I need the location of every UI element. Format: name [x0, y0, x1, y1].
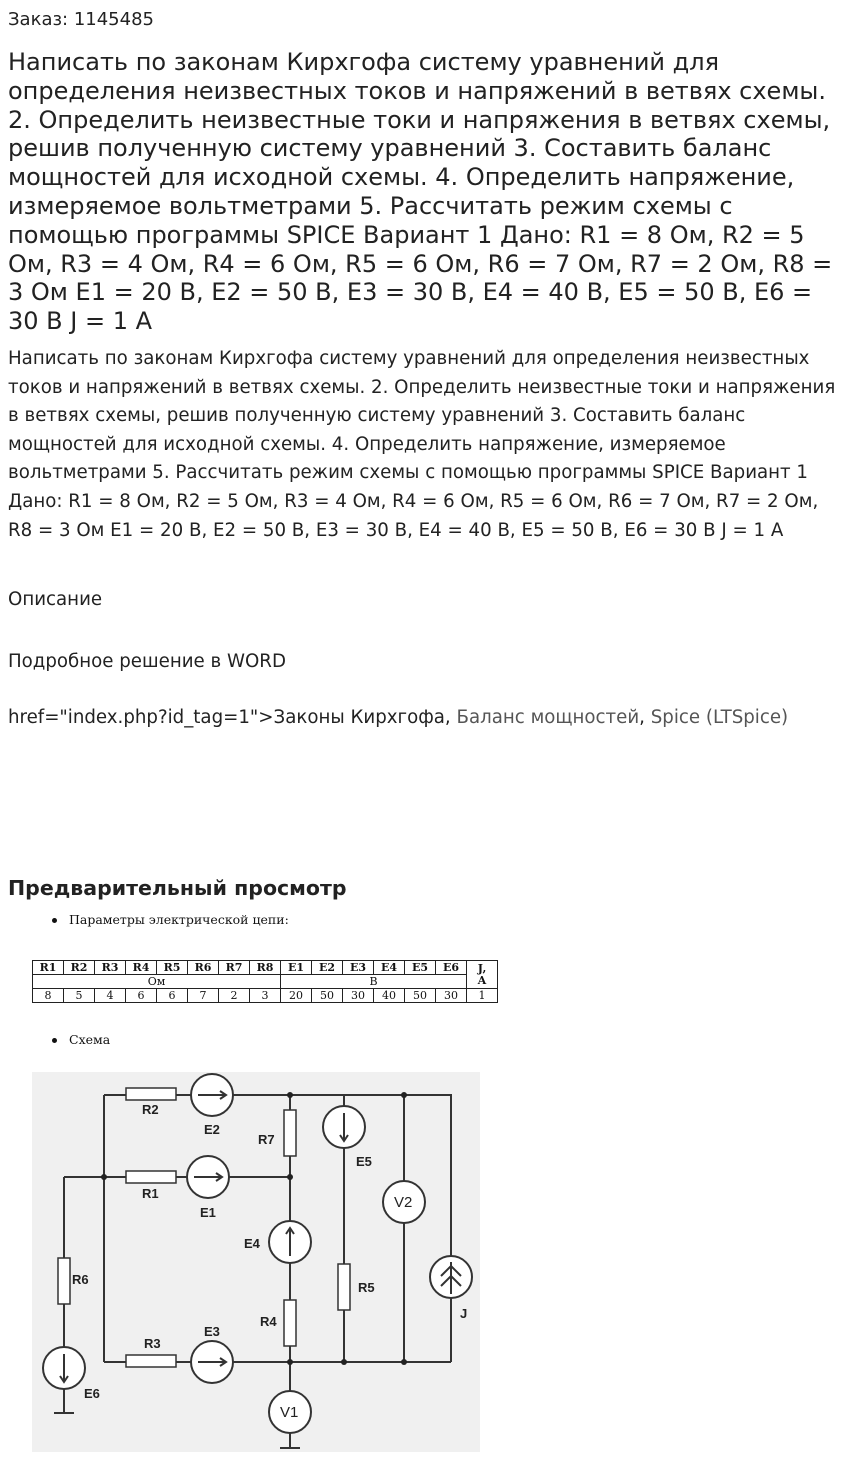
label-r2: R2	[142, 1102, 159, 1117]
label-e1: E1	[200, 1205, 216, 1220]
table-header-cell: E5	[405, 961, 436, 975]
table-cell: 1	[467, 989, 498, 1003]
table-cell: 5	[64, 989, 95, 1003]
tag-separator: ,	[639, 707, 651, 728]
tag-list	[8, 707, 788, 728]
table-cell: 30	[436, 989, 467, 1003]
table-header-cell: E3	[343, 961, 374, 975]
circuit-schematic	[32, 1072, 480, 1452]
label-r4: R4	[260, 1314, 277, 1329]
table-header-cell: R6	[188, 961, 219, 975]
unit-volt: В	[281, 975, 467, 989]
bullet-icon	[52, 1038, 57, 1043]
label-e6: E6	[84, 1386, 100, 1401]
resistor-r3	[126, 1355, 176, 1367]
table-header-cell: E2	[312, 961, 343, 975]
table-cell: 7	[188, 989, 219, 1003]
table-header-cell: R5	[157, 961, 188, 975]
preview-title: Предварительный просмотр	[8, 876, 347, 900]
resistor-r2	[126, 1088, 176, 1100]
resistor-r1	[126, 1171, 176, 1183]
table-units-row	[33, 975, 498, 989]
params-label: Параметры электрической цепи:	[69, 912, 289, 927]
table-header-cell: R3	[95, 961, 126, 975]
table-cell: 4	[95, 989, 126, 1003]
table-cell: 8	[33, 989, 64, 1003]
description-label: Описание	[8, 589, 103, 610]
label-r3: R3	[144, 1336, 161, 1351]
tag-kirchhoff[interactable]: href="index.php?id_tag=1">Законы Кирхгофа	[8, 707, 445, 728]
schema-label: Схема	[69, 1032, 111, 1047]
table-cell: 3	[250, 989, 281, 1003]
resistor-r6	[58, 1258, 70, 1304]
unit-amp: А	[477, 973, 487, 987]
label-r1: R1	[142, 1186, 159, 1201]
task-description: Написать по законам Кирхгофа систему уравнений для определения неизвестных токов и напряжений в ветвях схемы. 2. Определить неизвестные токи и напряжения в ветвях схемы, решив полученную систему уравнений 3. Составить баланс мощностей для исходной схемы. 4. Определить напряжение, измеряемое вольтметрами 5. Рассчитать режим схемы с помощью программы SPICE Вариант 1 Дано: R1 = 8 Ом, R2 = 5 Ом, R3 = 4 Ом, R4 = 6 Ом, R5 = 6 Ом, R6 = 7 Ом, R7 = 2 Ом, R8 = 3 Ом E1 = 20 В, E2 = 50 В, E3 = 30 В, E4 = 40 В, E5 = 50 В, E6 = 30 В J = 1 А	[8, 348, 836, 541]
table-header-cell: R4	[126, 961, 157, 975]
tag-separator: ,	[444, 707, 457, 728]
table-header-cell: R8	[250, 961, 281, 975]
resistor-r7	[284, 1110, 296, 1156]
table-header-cell: E1	[281, 961, 312, 975]
list-item-schema	[52, 1032, 110, 1047]
label-r5: R5	[358, 1280, 375, 1295]
order-number: Заказ: 1145485	[8, 9, 154, 30]
table-cell: 6	[157, 989, 188, 1003]
table-header-cell: R2	[64, 961, 95, 975]
page-title: Написать по законам Кирхгофа систему уравнений для определения неизвестных токов и напряжений в ветвях схемы. 2. Определить неизвестные токи и напряжения в ветвях схемы, решив полученную систему уравнений 3. Составить баланс мощностей для исходной схемы. 4. Определить напряжение, измеряемое вольтметрами 5. Рассчитать режим схемы с помощью программы SPICE Вариант 1 Дано: R1 = 8 Ом, R2 = 5 Ом, R3 = 4 Ом, R4 = 6 Ом, R5 = 6 Ом, R6 = 7 Ом, R7 = 2 Ом, R8 = 3 Ом E1 = 20 В, E2 = 50 В, E3 = 30 В, E4 = 40 В, E5 = 50 В, E6 = 30 В J = 1 А	[8, 48, 833, 336]
table-cell: 2	[219, 989, 250, 1003]
unit-ohm: Ом	[33, 975, 281, 989]
table-header-row	[33, 961, 498, 975]
label-v1: V1	[280, 1404, 299, 1421]
label-e3: E3	[204, 1324, 220, 1339]
label-e4: E4	[244, 1236, 260, 1251]
label-r7: R7	[258, 1132, 275, 1147]
parameters-table	[32, 960, 498, 1003]
label-v2: V2	[394, 1194, 413, 1211]
j-header: J,	[477, 961, 487, 975]
list-item-params	[52, 912, 289, 927]
table-cell: 50	[312, 989, 343, 1003]
bullet-icon	[52, 918, 57, 923]
label-e2: E2	[204, 1122, 220, 1137]
table-cell: 20	[281, 989, 312, 1003]
word-note: Подробное решение в WORD	[8, 651, 286, 672]
resistor-r5	[338, 1264, 350, 1310]
table-cell: 50	[405, 989, 436, 1003]
tag-power-balance[interactable]: Баланс мощностей	[456, 707, 640, 728]
table-header-cell-j	[467, 961, 498, 989]
table-cell: 30	[343, 989, 374, 1003]
label-j: J	[460, 1306, 468, 1321]
label-r6: R6	[72, 1272, 89, 1287]
table-header-cell: E6	[436, 961, 467, 975]
table-cell: 6	[126, 989, 157, 1003]
label-e5: E5	[356, 1154, 372, 1169]
table-cell: 40	[374, 989, 405, 1003]
table-header-cell: R7	[219, 961, 250, 975]
table-header-cell: R1	[33, 961, 64, 975]
tag-spice[interactable]: Spice (LTSpice)	[650, 707, 789, 728]
resistor-r4	[284, 1300, 296, 1346]
table-header-cell: E4	[374, 961, 405, 975]
table-values-row	[33, 989, 498, 1003]
